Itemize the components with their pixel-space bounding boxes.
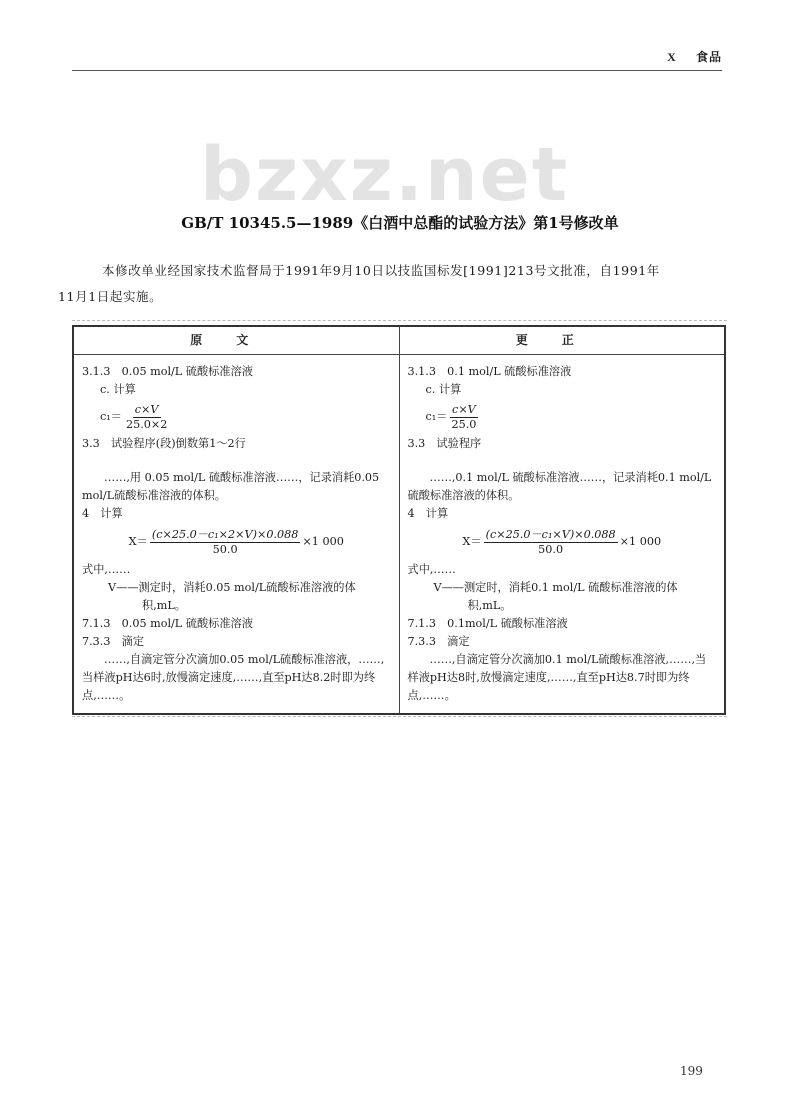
formula-x-fraction [484,528,618,557]
divider-bottom [72,716,727,717]
formula-x-numerator: (c×25.0－c₁×V)×0.088 [485,527,616,541]
formula-c1-numerator: c×V [452,402,476,416]
where-label: 式中,…… [82,563,131,576]
formula-x-denominator: 50.0 [212,542,238,556]
amendment-table [72,325,726,715]
formula-c1-fraction [449,403,478,432]
v-definition-cont: 积,mL。 [467,599,512,612]
formula-x [408,525,717,559]
titration-text: ……,自滴定管分次滴加0.1 mol/L硫酸标准溶液,……,当样液pH达8时,放慢滴定速度,……,直至pH达8.7时即为终点,……。 [407,653,707,702]
column-corrected [399,355,725,713]
divider-top [72,320,727,321]
header-corrected: 更正 [399,327,725,354]
formula-c1 [82,401,391,433]
clause-4: 4 计算 [82,507,123,520]
column-original [74,355,399,713]
formula-x [82,525,391,559]
header-original: 原文 [190,333,283,347]
v-definition-cont: 积,mL。 [142,599,186,612]
clause-7-3-3: 7.3.3 滴定 [82,635,145,648]
running-header [667,48,722,65]
formula-c1-denominator: 25.0×2 [125,417,168,431]
formula-c1-lhs: c₁＝ [425,410,448,423]
page-number: 199 [680,1064,703,1078]
formula-x-rhs: ×1 000 [302,535,344,548]
formula-c1 [408,401,717,433]
intro-line-1: 本修改单业经国家技术监督局于1991年9月10日以技监国标发[1991]213号文批准，自1991年 [102,263,660,278]
clause-7-1-3: 7.1.3 0.05 mol/L 硫酸标准溶液 [82,617,253,630]
table-body-row [74,355,724,713]
clause-7-3-3: 7.3.3 滴定 [407,635,470,648]
procedure-text: ……,用 0.05 mol/L 硫酸标准溶液……，记录消耗0.05 mol/L硫酸标准溶液的体积。 [82,471,380,502]
v-definition: V——测定时，消耗0.05 mol/L硫酸标准溶液的体 [108,581,356,594]
calc-label: c. 计算 [100,383,136,396]
clause-3-1-3: 3.1.3 0.05 mol/L 硫酸标准溶液 [82,365,253,378]
procedure-text: ……,0.1 mol/L 硫酸标准溶液……，记录消耗0.1 mol/L 硫酸标准溶液的体积。 [407,471,712,502]
formula-c1-fraction [124,403,169,432]
titration-text: ……,自滴定管分次滴加0.05 mol/L硫酸标准溶液，……,当样液pH达6时,放慢滴定速度,……,直至pH达8.2时即为终点,……。 [82,653,385,702]
formula-c1-denominator: 25.0 [451,417,477,431]
header-category: 食品 [695,50,722,64]
intro-line-2: 11月1日起实施。 [58,289,163,304]
table-header-row [74,327,724,355]
where-label: 式中,…… [407,563,456,576]
formula-x-lhs: X＝ [462,535,482,548]
formula-x-rhs: ×1 000 [619,535,662,548]
intro-paragraph [58,258,726,310]
formula-c1-lhs: c₁＝ [100,410,122,423]
header-section: X [667,50,677,64]
document-title: GB/T 10345.5—1989《白酒中总酯的试验方法》第1号修改单 [181,214,619,232]
formula-x-numerator: (c×25.0－c₁×2×V)×0.088 [151,527,299,541]
clause-3-3: 3.3 试验程序 [407,437,482,450]
watermark: bzxz.net [200,132,570,218]
clause-3-3: 3.3 试验程序(段)倒数第1～2行 [82,437,246,450]
clause-7-1-3: 7.1.3 0.1mol/L 硫酸标准溶液 [407,617,568,630]
clause-3-1-3: 3.1.3 0.1 mol/L 硫酸标准溶液 [407,365,572,378]
formula-c1-numerator: c×V [134,402,159,416]
formula-x-fraction [150,528,301,557]
formula-x-denominator: 50.0 [538,542,564,556]
v-definition: V——测定时，消耗0.1 mol/L 硫酸标准溶液的体 [433,581,678,594]
clause-4: 4 计算 [407,507,449,520]
header-rule [72,70,722,71]
calc-label: c. 计算 [425,383,462,396]
formula-x-lhs: X＝ [128,535,148,548]
